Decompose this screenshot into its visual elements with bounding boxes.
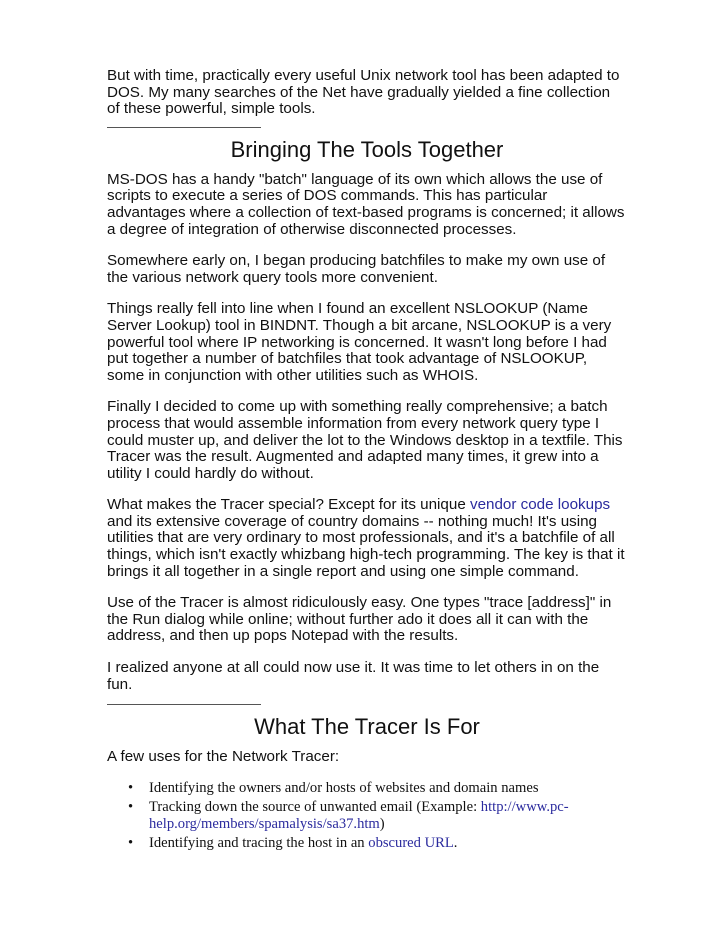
text-segment: and its extensive coverage of country domains -- nothing much! It's using utilities that are very ordinary to most professionals, and it's a batchfile of all things, which isn't exactly whizbang high-tech programming. The key is that it brings it all together in a single report and using one simple command. (107, 512, 625, 580)
section-divider (107, 704, 261, 705)
uses-intro: A few uses for the Network Tracer: (107, 748, 340, 766)
obscured-url-link[interactable]: obscured URL (368, 834, 454, 851)
section-heading-bringing-tools-together: Bringing The Tools Together (230, 136, 504, 162)
paragraph-nslookup: Things really fell into line when I found an excellent NSLOOKUP (Name Server Lookup) tool in BINDNT. Though a bit arcane, NSLOOKUP is a very powerful tool where IP networking is concerned. It wasn't long before I had put together a number of batchfiles that took advantage of NSLOOKUP, some in conjunction with other utilities such as WHOIS. (107, 300, 612, 384)
paragraph-batchfiles: Somewhere early on, I began producing batchfiles to make my own use of the various network query tools more convenient. (107, 252, 606, 286)
text-segment: What makes the Tracer special? Except for its unique (107, 496, 470, 514)
paragraph-tracer-special (107, 497, 627, 580)
list-item-text: Identifying the owners and/or hosts of websites and domain names (149, 779, 539, 796)
paragraph-comprehensive: Finally I decided to come up with something really comprehensive; a batch process that would assemble information from every network query type I could muster up, and deliver the lot to the Windows desktop in a textfile. This Tracer was the result. Augmented and adapted many times, it grew into a utility I could hardly do without. (107, 398, 623, 482)
uses-list (107, 780, 627, 852)
list-item (107, 799, 627, 833)
intro-paragraph: But with time, practically every useful Unix network tool has been adapted to DOS. My many searches of the Net have gradually yielded a fine collection of these powerful, simple tools. (107, 67, 620, 118)
list-item (107, 780, 627, 797)
bullet-icon: • (128, 798, 134, 815)
bullet-icon: • (128, 834, 134, 851)
list-item-text: . (453, 834, 458, 851)
list-item-text: Tracking down the source of unwanted email (Example: (149, 798, 481, 815)
example-url-link[interactable]: http://www.pc-help.org/members/spamalysis/sa37.htm (149, 798, 569, 832)
list-item-text: ) (379, 815, 385, 832)
section-divider (107, 127, 261, 128)
document-page (107, 68, 627, 854)
list-item-text: Identifying and tracing the host in an (149, 834, 369, 851)
vendor-code-lookups-link[interactable]: vendor code lookups (469, 496, 611, 514)
bullet-icon: • (128, 779, 134, 796)
paragraph-msdos-batch: MS-DOS has a handy "batch" language of its own which allows the use of scripts to execute a series of DOS commands. This has particular advantages where a collection of text-based programs is concerned; it allows a degree of integration of otherwise disconnected processes. (107, 170, 625, 238)
paragraph-tracer-usage: Use of the Tracer is almost ridiculously easy. One types "trace [address]" in the Run dialog while online; without further ado it does all it can with the address, and then up pops Notepad with the results. (107, 594, 612, 645)
list-item (107, 835, 627, 852)
paragraph-realized: I realized anyone at all could now use it. It was time to let others in on the fun. (107, 659, 600, 693)
section-heading-what-tracer-is-for: What The Tracer Is For (254, 714, 480, 740)
